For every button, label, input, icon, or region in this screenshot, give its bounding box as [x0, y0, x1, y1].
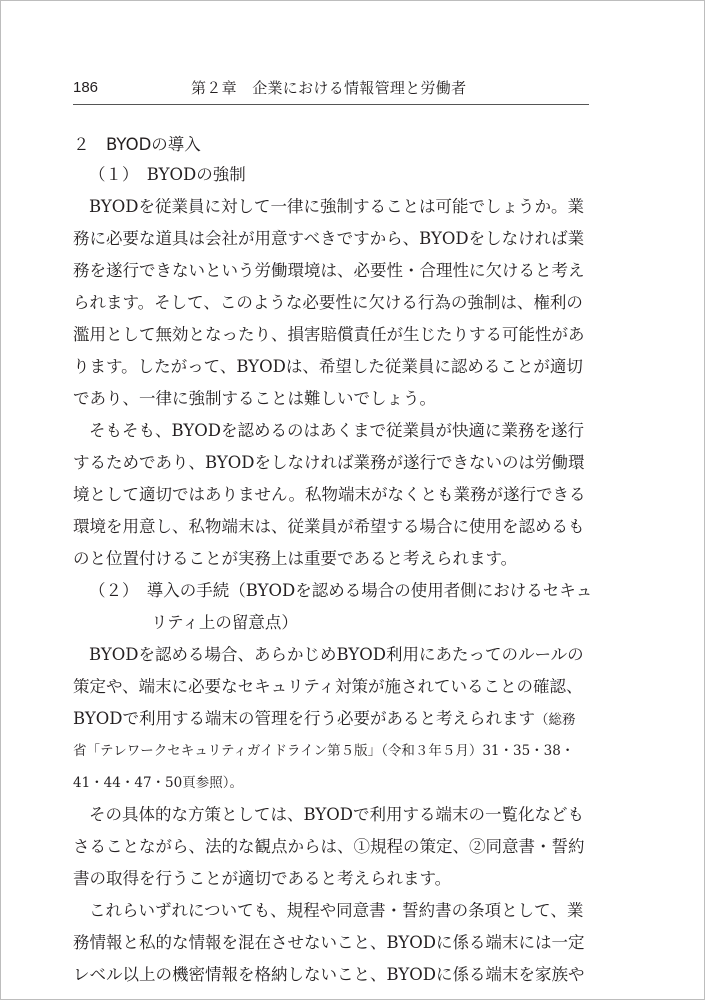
- paragraph-line: のと位置付けることが実務上は重要であると考えられます。: [73, 549, 518, 568]
- paragraph-line: 書の取得を行うことが適切であると考えられます。: [73, 869, 452, 888]
- page-number: 186: [73, 79, 99, 96]
- paragraph-line: られます。そして、このような必要性に欠ける行為の強制は、権利の: [73, 293, 583, 312]
- paragraph-line: これらいずれについても、規程や同意書・誓約書の条項として、業: [89, 901, 584, 920]
- paragraph-line: 務に必要な道具は会社が用意すべきですから、BYODをしなければ業: [73, 229, 585, 248]
- reference-note-line: 省「テレワークセキュリティガイドライン第５版」（令和３年５月）31・35・38・: [73, 743, 575, 759]
- paragraph-line: 務情報と私的な情報を混在させないこと、BYODに係る端末には一定: [73, 933, 585, 952]
- subsection-heading-1: （１） BYODの強制: [89, 165, 246, 184]
- header-rule: [73, 104, 589, 105]
- paragraph-line: 環境を用意し、私物端末は、従業員が希望する場合に使用を認めるも: [73, 517, 585, 536]
- paragraph-text: BYODで利用する端末の管理を行う必要があると考えられます: [73, 709, 535, 728]
- paragraph-line: 濫用として無効となったり、損害賠償責任が生じたりする可能性があ: [73, 325, 585, 344]
- paragraph-line: であり、一律に強制することは難しいでしょう。: [73, 389, 436, 408]
- paragraph-line: 境として適切ではありません。私物端末がなくとも業務が遂行できる: [73, 485, 586, 504]
- paragraph-line: ります。したがって、BYODは、希望した従業員に認めることが適切: [73, 357, 583, 376]
- chapter-title: 第２章 企業における情報管理と労働者: [191, 79, 467, 97]
- paragraph-line: そもそも、BYODを認めるのはあくまで従業員が快適に業務を遂行: [89, 421, 584, 440]
- subsection-heading-2-cont: リティ上の留意点）: [151, 613, 298, 632]
- paragraph-line: するためであり、BYODをしなければ業務が遂行できないのは労働環: [73, 453, 585, 472]
- paragraph-line: その具体的な方策としては、BYODで利用する端末の一覧化なども: [89, 805, 584, 824]
- paragraph-line: さることながら、法的な観点からは、①規程の策定、②同意書・誓約: [73, 837, 585, 856]
- paragraph-line: 務を遂行できないという労働環境は、必要性・合理性に欠けると考え: [73, 261, 585, 280]
- section-heading: ２ BYODの導入: [73, 135, 201, 154]
- paragraph-line: [73, 707, 575, 731]
- running-header: [73, 75, 589, 101]
- paragraph-line: レベル以上の機密情報を格納しないこと、BYODに係る端末を家族や: [73, 965, 585, 984]
- reference-note: （総務: [534, 712, 576, 728]
- paragraph-line: BYODを従業員に対して一律に強制することは可能でしょうか。業: [89, 197, 584, 216]
- reference-note-line: 41・44・47・50頁参照）。: [73, 775, 243, 791]
- subsection-heading-2: （２） 導入の手続（BYODを認める場合の使用者側におけるセキュ: [89, 581, 593, 600]
- paragraph-line: 策定や、端末に必要なセキュリティ対策が施されていることの確認、: [73, 677, 583, 696]
- paragraph-line: BYODを認める場合、あらかじめBYOD利用にあたってのルールの: [89, 645, 584, 664]
